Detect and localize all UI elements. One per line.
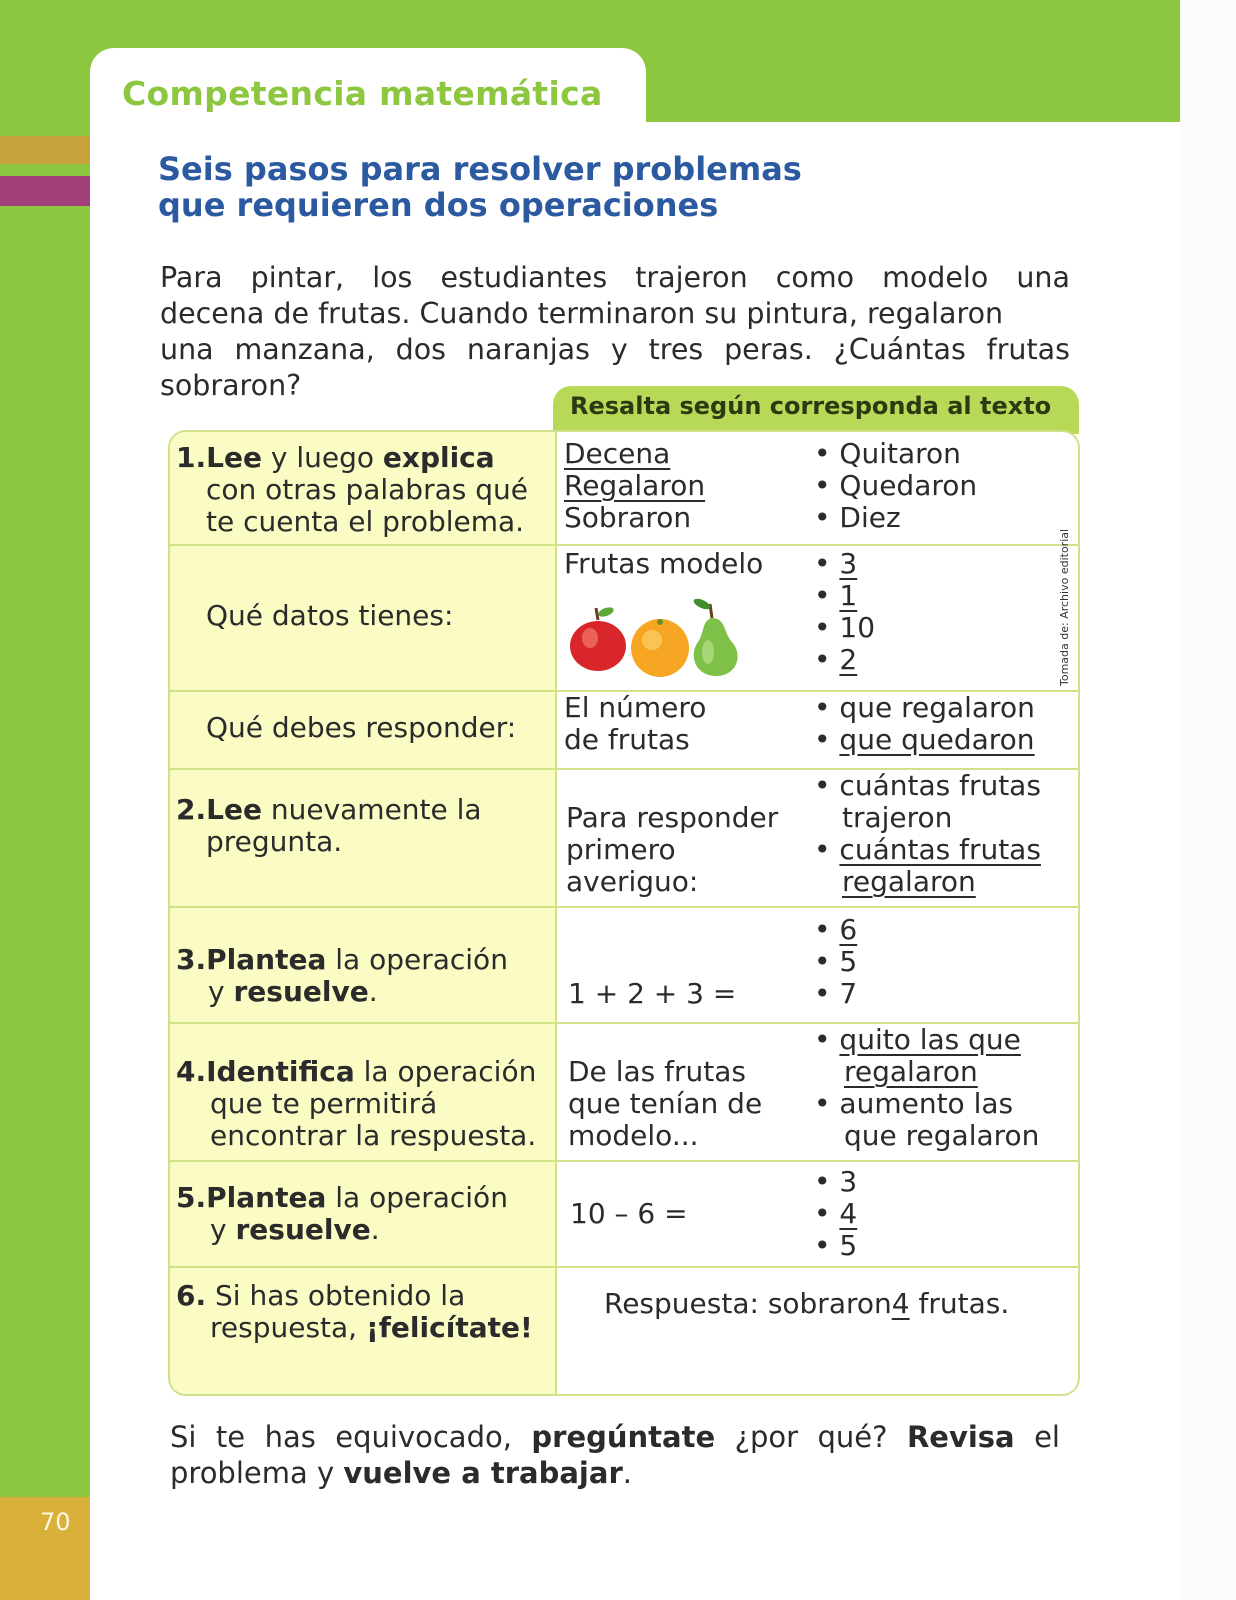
answer-label: Qué debes responder: (206, 711, 517, 744)
option-text: 4 (839, 1197, 858, 1230)
step-4-line-1 (176, 1056, 536, 1088)
word: Si (170, 1420, 197, 1454)
option-diez: • Diez (814, 501, 901, 534)
word: tres (648, 333, 704, 366)
intro-line-4: sobraron? (160, 369, 302, 402)
option-text: que quedaron (839, 723, 1035, 756)
row-divider (170, 906, 1078, 908)
answer-text: Respuesta: sobraron (604, 1287, 892, 1320)
apple-icon (570, 606, 626, 671)
step-verb: Plantea (206, 1181, 327, 1214)
step-2-line-1 (176, 794, 482, 826)
row-divider (170, 1160, 1078, 1162)
word: peras. (724, 333, 813, 366)
from-fruits-line-1: De las frutas (568, 1055, 746, 1088)
closing-line-1 (170, 1420, 1060, 1454)
word: te (215, 1420, 246, 1454)
option-text: 1 (839, 579, 858, 612)
option-cuantas-regalaron-cont: regalaron (842, 865, 976, 898)
option-que-regalaron: • que regalaron (814, 691, 1035, 724)
word: qué? (817, 1420, 888, 1454)
word: ¿Cuántas (833, 333, 966, 366)
step-verb: Lee (206, 793, 262, 826)
keyword-sobraron: Sobraron (564, 501, 692, 534)
section-title: Competencia matemática (122, 74, 603, 113)
word: el (1034, 1420, 1060, 1454)
page-edge (1180, 0, 1236, 1600)
option-text: 7 (839, 977, 858, 1010)
option-10: • 10 (814, 611, 876, 644)
step-number: 2. (176, 793, 207, 826)
word: dos (395, 333, 447, 366)
step-6-line-1 (176, 1280, 465, 1312)
step-verb: Plantea (206, 943, 327, 976)
option-text: aumento las (839, 1087, 1014, 1120)
step-verb: resuelve (235, 1213, 371, 1246)
option-cuantas-trajeron: • cuántas frutas (814, 769, 1041, 802)
step-text: . (370, 1213, 380, 1246)
word: frutas (986, 333, 1070, 366)
step-1-line-2: con otras palabras qué (206, 473, 528, 506)
step-text: Si has obtenido la (206, 1279, 466, 1312)
step-text: y luego (261, 441, 383, 474)
word: has (264, 1420, 316, 1454)
intro-line-2: decena de frutas. Cuando terminaron su pintura, regalaron (160, 297, 1004, 330)
step-5-line-2 (210, 1214, 380, 1246)
step-1-line-1 (176, 442, 495, 474)
to-answer-line-2: primero (566, 833, 676, 866)
from-fruits-line-3: modelo... (568, 1119, 699, 1152)
number-of-fruits-line-1: El número (564, 691, 707, 724)
word: estudiantes (440, 261, 608, 294)
option-text: 5 (839, 945, 858, 978)
congratulate-text: ¡felicítate! (365, 1311, 533, 1344)
steps-column-background (170, 432, 555, 1394)
step-1-line-3: te cuenta el problema. (206, 505, 525, 538)
word: modelo (882, 261, 989, 294)
image-credit: Tomada de: Archivo editorial (1058, 528, 1071, 686)
step-number: 1. (176, 441, 207, 474)
step-text: la operación (354, 1055, 537, 1088)
fruit-illustration (562, 590, 762, 680)
word: ¿por (734, 1420, 799, 1454)
intro-line-3 (160, 332, 1070, 368)
option-text: 3 (839, 547, 858, 580)
page-title-line-1: Seis pasos para resolver problemas (158, 150, 802, 188)
option-4: • 4 (814, 1197, 858, 1230)
data-label: Qué datos tienes: (206, 599, 454, 632)
final-answer (604, 1288, 1009, 1320)
option-text: Quedaron (839, 469, 978, 502)
step-text: . (368, 975, 378, 1008)
step-number: 5. (176, 1181, 207, 1214)
step-3-line-1 (176, 944, 508, 976)
word: una (1016, 261, 1070, 294)
word: trajeron (635, 261, 748, 294)
option-quito: • quito las que (814, 1023, 1021, 1056)
keyword-decena: Decena (564, 437, 671, 470)
step-text: respuesta, (210, 1311, 366, 1344)
step-text: y (208, 975, 234, 1008)
option-2: • 2 (814, 643, 858, 676)
option-text: quito las que (839, 1023, 1021, 1056)
page-title-line-2: que requieren dos operaciones (158, 186, 719, 224)
step-4-line-3: encontrar la respuesta. (210, 1119, 537, 1152)
steps-table (168, 430, 1080, 1396)
pear-icon (692, 597, 737, 676)
word: los (372, 261, 413, 294)
orange-icon (631, 619, 689, 677)
word: naranjas (466, 333, 590, 366)
option-text: 10 (839, 611, 876, 644)
page-number: 70 (40, 1508, 71, 1536)
step-text: nuevamente la (261, 793, 482, 826)
word: manzana, (234, 333, 375, 366)
option-text: Quitaron (839, 437, 961, 470)
word: pregúntate (531, 1420, 716, 1454)
step-verb: Identifica (206, 1055, 355, 1088)
word: como (775, 261, 855, 294)
step-verb: explica (382, 441, 495, 474)
step-5-line-1 (176, 1182, 508, 1214)
word: Revisa (906, 1420, 1015, 1454)
option-1: • 1 (814, 579, 858, 612)
gold-stripe (0, 136, 90, 164)
option-5b: • 5 (814, 1229, 858, 1262)
option-text: cuántas frutas (839, 769, 1041, 802)
number-of-fruits-line-2: de frutas (564, 723, 690, 756)
option-quito-cont: regalaron (844, 1055, 978, 1088)
intro-line-1 (160, 260, 1070, 296)
option-5: • 5 (814, 945, 858, 978)
operation-addition: 1 + 2 + 3 = (568, 977, 737, 1010)
table-header: Resalta según corresponda al texto (570, 392, 1052, 420)
option-cuantas-trajeron-cont: trajeron (842, 801, 953, 834)
option-text: 2 (839, 643, 858, 676)
answer-text: frutas. (909, 1287, 1010, 1320)
option-text: que regalaron (839, 691, 1035, 724)
word: una (160, 333, 214, 366)
step-number: 4. (176, 1055, 207, 1088)
option-text: cuántas frutas (839, 833, 1041, 866)
operation-subtraction: 10 – 6 = (570, 1197, 688, 1230)
to-answer-line-1: Para responder (566, 801, 779, 834)
option-6: • 6 (814, 913, 858, 946)
option-quitaron: • Quitaron (814, 437, 961, 470)
word: pintar, (250, 261, 345, 294)
option-3b: • 3 (814, 1165, 858, 1198)
word: y (610, 333, 628, 366)
option-7: • 7 (814, 977, 858, 1010)
option-3: • 3 (814, 547, 858, 580)
option-text: 5 (839, 1229, 858, 1262)
step-verb: resuelve (233, 975, 369, 1008)
row-divider (170, 544, 1078, 546)
column-divider (555, 432, 557, 1394)
step-2-line-2: pregunta. (206, 825, 343, 858)
left-green-band (0, 0, 100, 1600)
step-text: la operación (326, 1181, 508, 1214)
option-que-quedaron: • que quedaron (814, 723, 1035, 756)
step-verb: Lee (206, 441, 262, 474)
row-divider (170, 1266, 1078, 1268)
purple-stripe (0, 176, 90, 206)
to-answer-line-3: averiguo: (566, 865, 699, 898)
answer-number: 4 (891, 1287, 910, 1320)
option-quedaron: • Quedaron (814, 469, 978, 502)
option-text: 3 (839, 1165, 858, 1198)
step-number: 3. (176, 943, 207, 976)
closing-emphasis: vuelve a trabajar (343, 1456, 623, 1490)
closing-text: . (622, 1456, 632, 1490)
step-text: la operación (326, 943, 508, 976)
step-6-line-2 (210, 1312, 533, 1344)
step-3-line-2 (208, 976, 378, 1008)
closing-line-2 (170, 1456, 632, 1490)
fruit-models-label: Frutas modelo (564, 547, 764, 580)
step-number: 6. (176, 1279, 207, 1312)
step-4-line-2: que te permitirá (210, 1087, 438, 1120)
word: Para (160, 261, 223, 294)
step-text: y (210, 1213, 236, 1246)
option-text: Diez (839, 501, 901, 534)
word: equivocado, (335, 1420, 512, 1454)
option-aumento: • aumento las (814, 1087, 1014, 1120)
keyword-regalaron: Regalaron (564, 469, 706, 502)
option-text: 6 (839, 913, 858, 946)
closing-text: problema y (170, 1456, 344, 1490)
option-aumento-cont: que regalaron (844, 1119, 1040, 1152)
from-fruits-line-2: que tenían de (568, 1087, 763, 1120)
option-cuantas-regalaron: • cuántas frutas (814, 833, 1041, 866)
